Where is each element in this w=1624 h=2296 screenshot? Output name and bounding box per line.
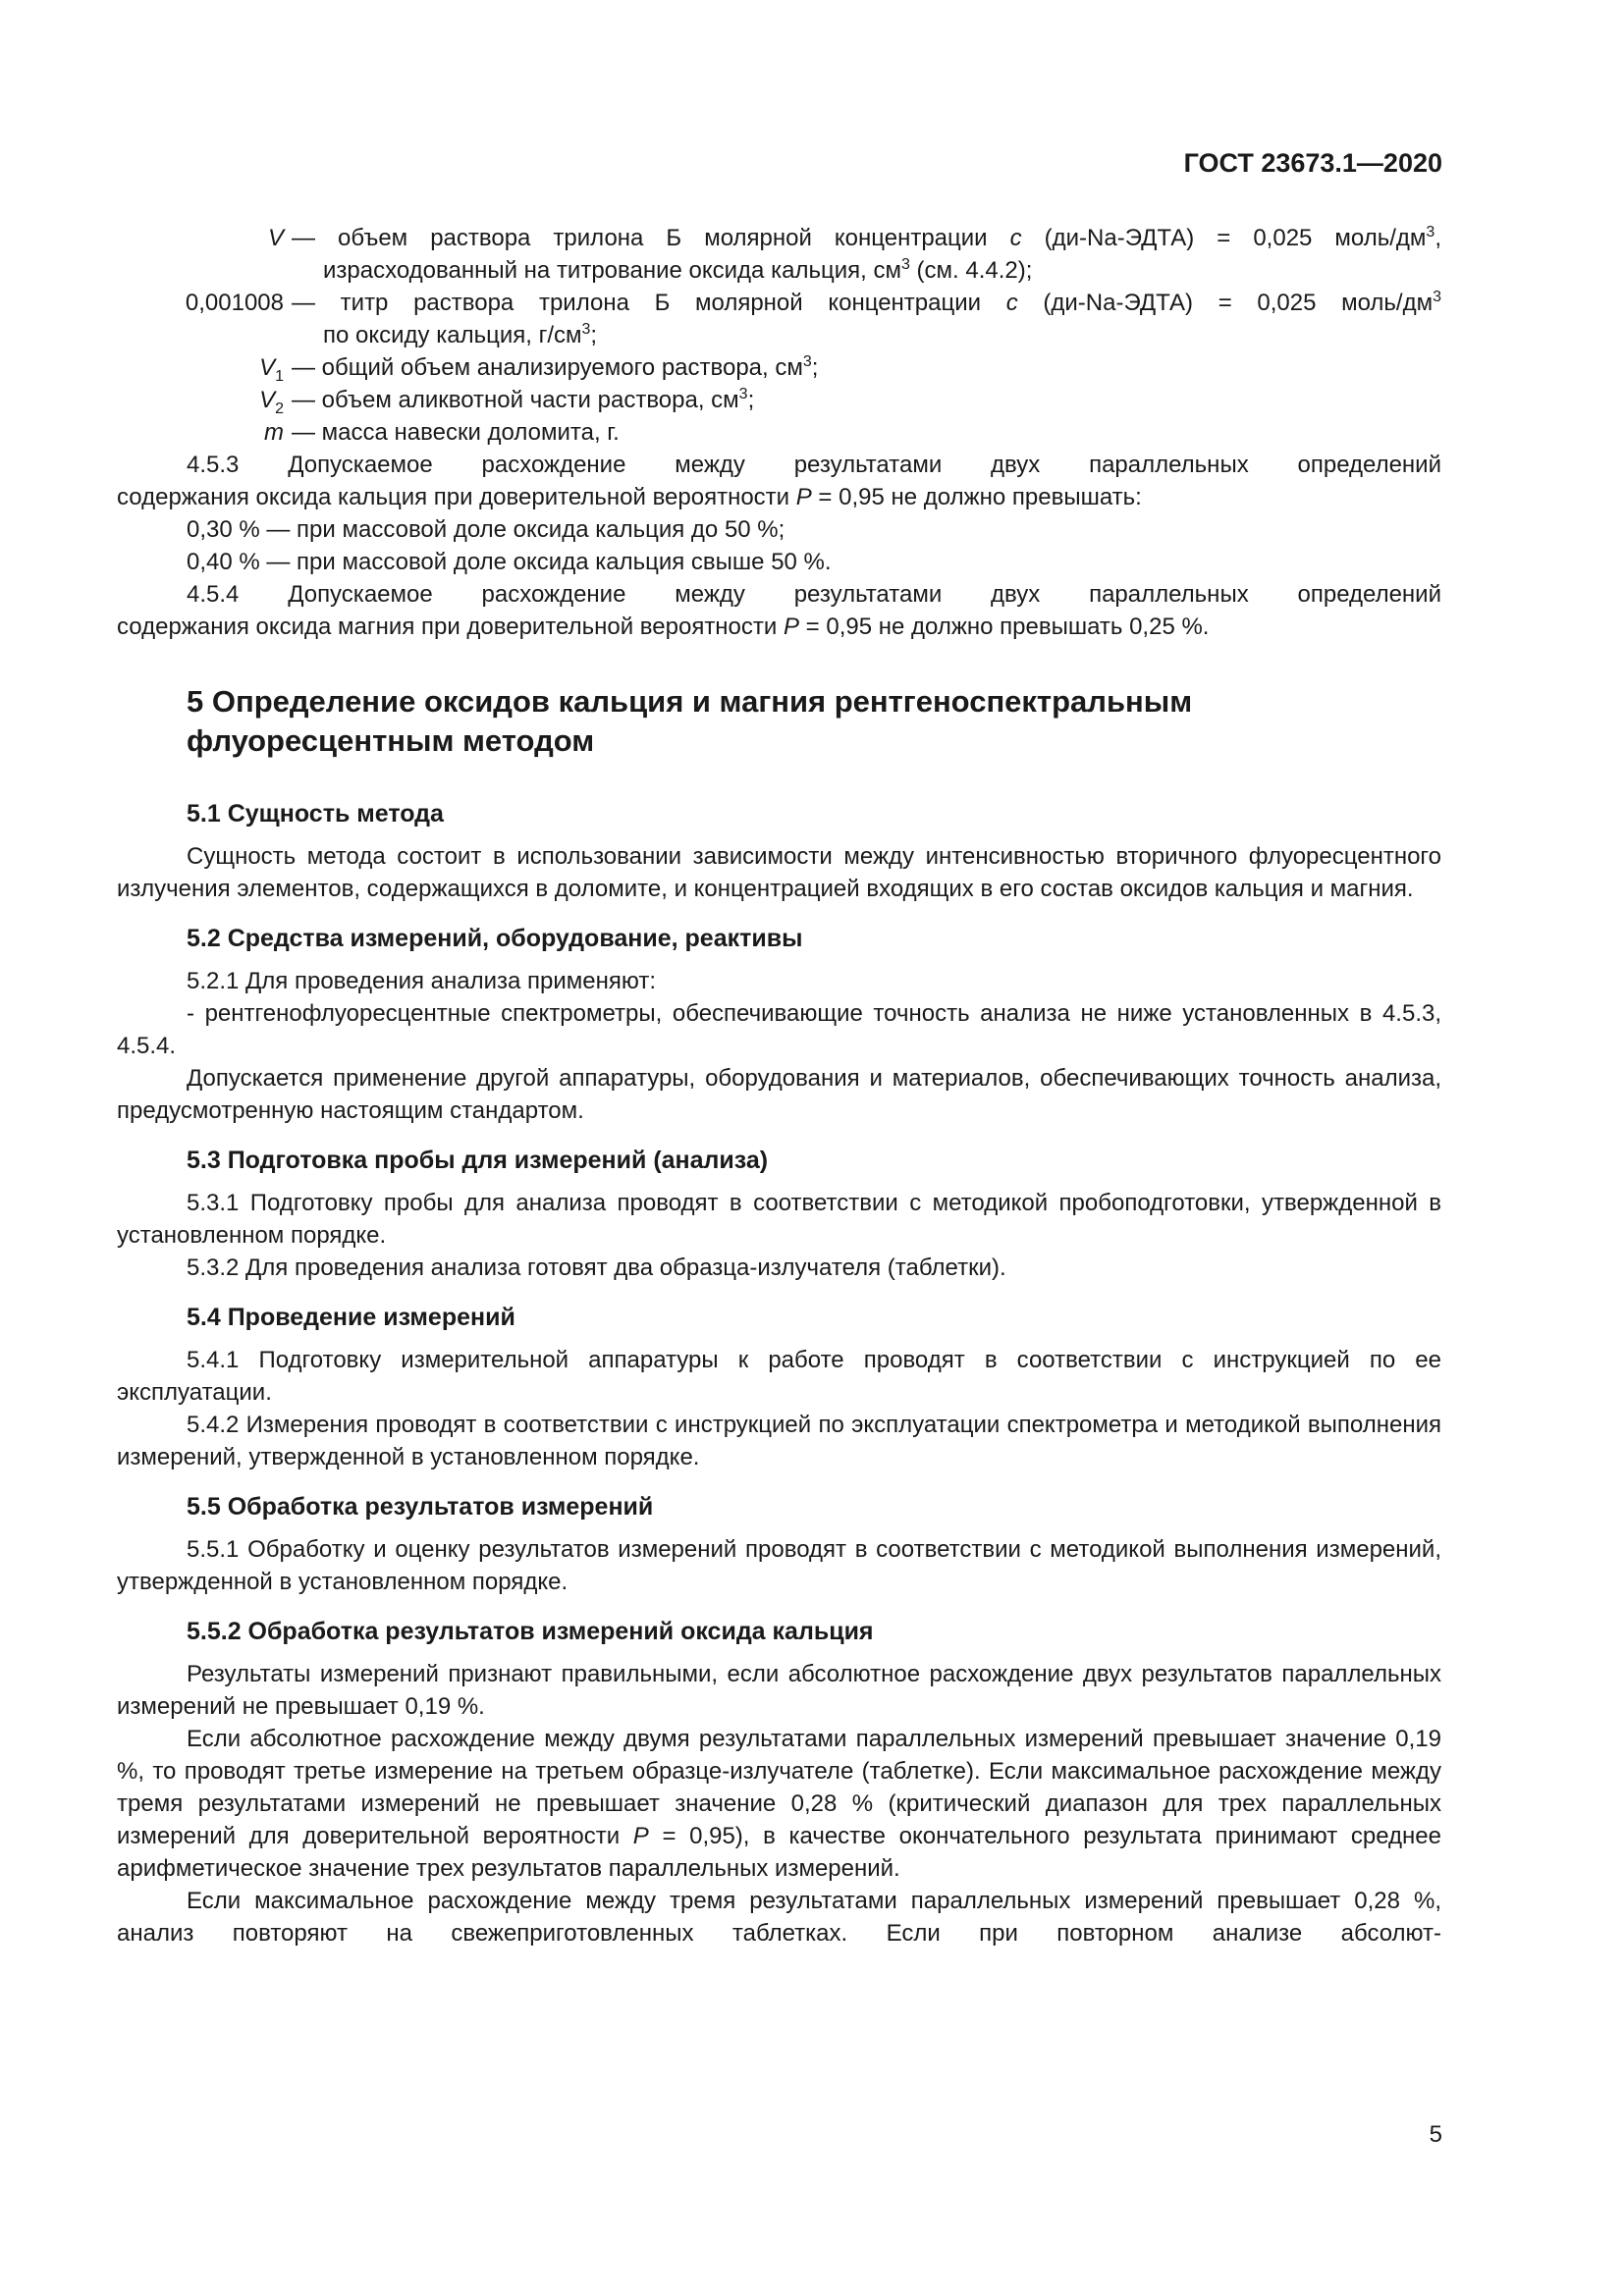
paragraph-5-4-2: 5.4.2 Измерения проводят в соответствии с инструкцией по эксплуатации спектрометра и методикой выполнения измерений, утвержденной в установленном порядке. bbox=[117, 1412, 1441, 1470]
page-number: 5 bbox=[1429, 2121, 1442, 2148]
paragraph-4-5-3-item-1: 0,30 % — при массовой доле оксида кальция до 50 %; bbox=[187, 516, 785, 543]
definition-v: V — объем раствора трилона Б молярной концентрации c (ди-Na-ЭДТА) = 0,025 моль/$дм^3$, израсходованный на титрование оксида кальция, $см^3$ (см. 4.4.2); bbox=[267, 224, 1441, 284]
paragraph-5-5-1: 5.5.1 Обработку и оценку результатов измерений проводят в соответствии с методикой выполнения измерений, утвержденной в установленном порядке. bbox=[117, 1536, 1441, 1595]
def-term: V bbox=[259, 387, 276, 413]
section-5-5-2-heading: 5.5.2 Обработка результатов измерений оксида кальция bbox=[187, 1618, 874, 1645]
paragraph-5-3-2: 5.3.2 Для проведения анализа готовят два образца-излучателя (таблетки). bbox=[187, 1255, 1006, 1281]
paragraph-5-5-2-b: Если абсолютное расхождение между двумя результатами параллельных измерений превышает значение 0,19 %, то проводят третье измерение на третьем образце-излучателе (таблетке). Если максимальное расхождение между тремя результатами измерений не превышает значение 0,28 % (критический диапазон для трех параллельных измерений для доверительной вероятности P = 0,95), в качестве окончательного результата принимают среднее арифметическое значение трех результатов параллельных измерений. bbox=[117, 1726, 1441, 1882]
section-5-3-heading: 5.3 Подготовка пробы для измерений (анализа) bbox=[187, 1147, 769, 1174]
paragraph-5-2-1: 5.2.1 Для проведения анализа применяют: bbox=[187, 968, 656, 994]
paragraph-4-5-3: 4.5.3 Допускаемое расхождение между результатами двух параллельных определений bbox=[187, 452, 1441, 478]
paragraph-5-2-1-note: Допускается применение другой аппаратуры, оборудования и материалов, обеспечивающих точность анализа, предусмотренную настоящим стандартом. bbox=[117, 1065, 1441, 1124]
section-5-heading: 5 Определение оксидов кальция и магния рентгеноспектральным флуоресцентным методом bbox=[187, 684, 1193, 758]
variable-definitions bbox=[117, 222, 1441, 449]
definition-titer: 0,001008 — титр раствора трилона Б молярной концентрации c (ди-Na-ЭДТА) = 0,025 моль/$дм^3$ по оксиду кальция, $г/см^3$; bbox=[117, 287, 1441, 351]
definition-m: m — масса навески доломита, г. bbox=[264, 419, 620, 446]
def-term: V bbox=[267, 225, 284, 251]
document-code: ГОСТ 23673.1—2020 bbox=[1183, 148, 1442, 178]
paragraph-4-5-3-cont: содержания оксида кальция при доверительной вероятности P = 0,95 не должно превышать: bbox=[117, 484, 1142, 510]
paragraph-5-5-2-a: Результаты измерений признают правильными, если абсолютное расхождение двух результатов параллельных измерений не превышает 0,19 %. bbox=[117, 1661, 1441, 1720]
paragraph-4-5-4-cont: содержания оксида магния при доверительной вероятности P = 0,95 не должно превышать 0,25 %. bbox=[117, 614, 1210, 640]
paragraph-5-5-2-c: Если максимальное расхождение между тремя результатами параллельных измерений превышает 0,28 %, анализ повторяют на свежеприготовленных таблетках. Если при повторном анализе абсолют- bbox=[117, 1888, 1441, 1947]
paragraph-5-3-1: 5.3.1 Подготовку пробы для анализа проводят в соответствии с методикой пробоподготовки, утвержденной в установленном порядке. bbox=[117, 1190, 1441, 1249]
section-5-5-heading: 5.5 Обработка результатов измерений bbox=[187, 1493, 654, 1521]
page-body bbox=[117, 222, 1441, 1949]
section-5-2-heading: 5.2 Средства измерений, оборудование, реактивы bbox=[187, 925, 803, 952]
paragraph-5-2-1-item: - рентгенофлуоресцентные спектрометры, обеспечивающие точность анализа не ниже установленных в 4.5.3, 4.5.4. bbox=[117, 1000, 1441, 1059]
section-5-4-heading: 5.4 Проведение измерений bbox=[187, 1304, 515, 1331]
section-5-1-heading: 5.1 Сущность метода bbox=[187, 800, 444, 828]
def-term: m bbox=[264, 419, 284, 446]
paragraph-4-5-3-item-2: 0,40 % — при массовой доле оксида кальция свыше 50 %. bbox=[187, 549, 832, 575]
def-term: 0,001008 bbox=[185, 290, 284, 316]
definition-v2: $V_2$ — объем аликвотной части раствора, $см^3$; bbox=[259, 386, 755, 417]
paragraph-4-5-4: 4.5.4 Допускаемое расхождение между результатами двух параллельных определений bbox=[187, 581, 1441, 608]
def-term: V bbox=[259, 354, 276, 381]
paragraph-5-4-1: 5.4.1 Подготовку измерительной аппаратуры к работе проводят в соответствии с инструкцией по ее эксплуатации. bbox=[117, 1347, 1441, 1406]
definition-v1: $V_1$ — общий объем анализируемого раствора, $см^3$; bbox=[259, 353, 819, 385]
section-5-1-text: Сущность метода состоит в использовании зависимости между интенсивностью вторичного флуоресцентного излучения элементов, содержащихся в доломите, и концентрацией входящих в его состав оксидов кальция и магния. bbox=[117, 843, 1441, 902]
